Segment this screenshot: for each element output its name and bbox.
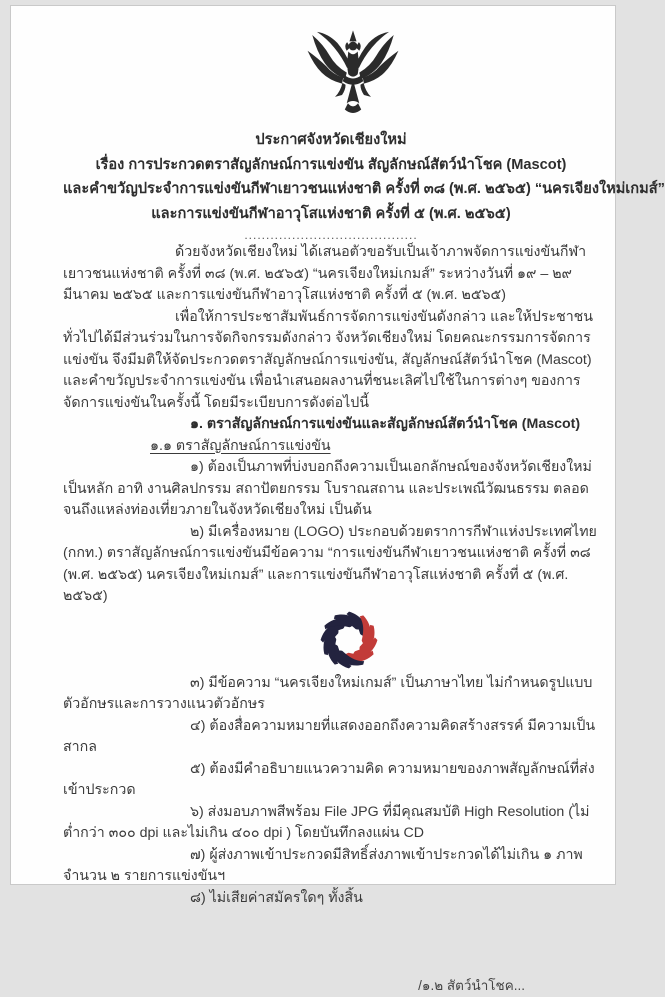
garuda-emblem-icon (306, 108, 400, 124)
rule-item-6: ๖) ส่งมอบภาพสีพร้อม File JPG ที่มีคุณสมบัติ High Resolution (ไม่ต่ำกว่า ๓๐๐ dpi และไม่เกิน ๔๐๐ dpi ) โดยบันทึกลงแผ่น CD (63, 803, 590, 841)
section-1-heading: ๑. ตราสัญลักษณ์การแข่งขันและสัญลักษณ์สัตว์นำโชค (Mascot) (190, 416, 581, 432)
rule-item-2: ๒) มีเครื่องหมาย (LOGO) ประกอบด้วยตราการกีฬาแห่งประเทศไทย (กกท.) ตราสัญลักษณ์การแข่งขันมีข้อความ “การแข่งขันกีฬาเยาวชนแห่งชาติ ครั้งที่ ๓๘ (พ.ศ. ๒๕๖๕) นครเจียงใหม่เกมส์” และการแข่งขันกีฬาอาวุโสแห่งชาติ ครั้งที่ ๕ (พ.ศ. ๒๕๖๕) (63, 523, 597, 604)
rule-item-4: ๔) ต้องสื่อความหมายที่แสดงออกถึงความคิดสร้างสรรค์ มีความเป็นสากล (63, 717, 596, 755)
title-line-2: เรื่อง การประกวดตราสัญลักษณ์การแข่งขัน สัญลักษณ์สัตว์นำโชค (Mascot) (95, 156, 567, 173)
page-continuation-note: /๑.๒ สัตว์นำโชค... (418, 978, 525, 993)
paragraph-contest-rationale: เพื่อให้การประชาสัมพันธ์การจัดการแข่งขันดังกล่าว และให้ประชาชนทั่วไปได้มีส่วนร่วมในการจัดกิจกรรมดังกล่าว จังหวัดเชียงใหม่ โดยคณะกรรมการจัดการแข่งขัน จึงมีมติให้จัดประกวดตราสัญลักษณ์การแข่งขัน, สัญลักษณ์สัตว์นำโชค (Mascot) และคำขวัญประจำการแข่งขัน เพื่อนำเสนอผลงานที่ชนะเลิศไปใช้ในการต่างๆ ของการจัดการแข่งขันในครั้งนี้ โดยมีระเบียบการดังต่อไปนี้ (63, 308, 593, 411)
title-line-3: และคำขวัญประจำการแข่งขันกีฬาเยาวชนแห่งชาติ ครั้งที่ ๓๘ (พ.ศ. ๒๕๖๕) “นครเจียงใหม่เกมส์” (63, 181, 665, 197)
section-1-1-subheading-text: ๑.๑ ตราสัญลักษณ์การแข่งขัน (150, 437, 331, 454)
rule-item-8: ๘) ไม่เสียค่าสมัครใดๆ ทั้งสิ้น (190, 889, 363, 906)
title-line-1: ประกาศจังหวัดเชียงใหม่ (255, 132, 407, 148)
paragraph-host-announcement: ด้วยจังหวัดเชียงใหม่ ได้เสนอตัวขอรับเป็นเจ้าภาพจัดการแข่งขันกีฬาเยาวชนแห่งชาติ ครั้งที่ ๓๘ (พ.ศ. ๒๕๖๕) “นครเจียงใหม่เกมส์” ระหว่างวันที่ ๑๙ – ๒๙ มีนาคม ๒๕๖๕ และการแข่งขันกีฬาอาวุโสแห่งชาติ ครั้งที่ ๕ (พ.ศ. ๒๕๖๕) (63, 244, 587, 303)
sat-pinwheel-logo-icon (316, 659, 382, 675)
logo-container (81, 609, 617, 673)
rule-item-1: ๑) ต้องเป็นภาพที่บ่งบอกถึงความเป็นเอกลักษณ์ของจังหวัดเชียงใหม่เป็นหลัก อาทิ งานศิลปกรรม สถาปัตยกรรม โบราณสถาน และประเพณีวัฒนธรรม ตลอดจนถึงแหล่งท่องเที่ยวภายในจังหวัดเชียงใหม่ เป็นต้น (63, 459, 592, 518)
emblem-container (85, 30, 621, 122)
title-line-4: และการแข่งขันกีฬาอาวุโสแห่งชาติ ครั้งที่ ๕ (พ.ศ. ๒๕๖๕) (151, 205, 511, 222)
rule-item-5: ๕) ต้องมีคำอธิบายแนวความคิด ความหมายของภาพสัญลักษณ์ที่ส่งเข้าประกวด (63, 760, 595, 798)
rule-item-7: ๗) ผู้ส่งภาพเข้าประกวดมีสิทธิ์ส่งภาพเข้าประกวดได้ไม่เกิน ๑ ภาพ จำนวน ๒ รายการแข่งขันฯ (63, 846, 583, 884)
section-1-1-subheading (63, 436, 599, 458)
document-body (11, 6, 665, 997)
document-page (10, 5, 665, 993)
rule-item-3: ๓) มีข้อความ “นครเจียงใหม่เกมส์” เป็นภาษาไทย ไม่กำหนดรูปแบบตัวอักษรและการวางแนวตัวอักษร (63, 674, 593, 712)
announcement-title-block (63, 128, 665, 226)
dotted-divider: ........................................ (244, 228, 418, 242)
